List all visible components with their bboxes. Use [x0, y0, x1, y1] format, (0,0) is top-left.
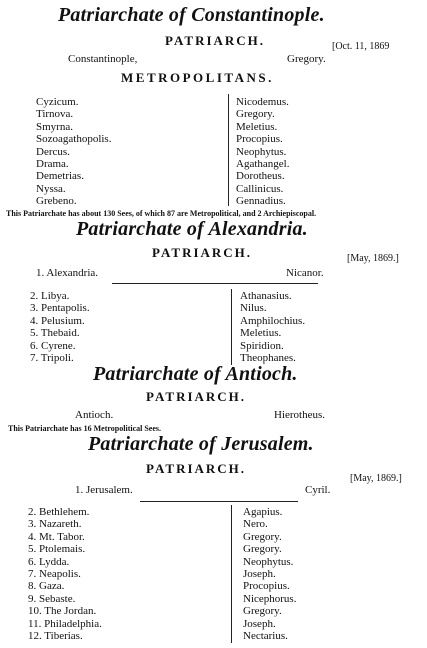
antioch-see: Antioch. — [75, 409, 114, 421]
see-name: 5. Ptolemais. — [28, 543, 86, 556]
column-divider — [231, 289, 232, 365]
metropolitan-name: Nilus. — [240, 302, 267, 315]
alexandria-date: [May, 1869.] — [347, 253, 399, 264]
constantinople-date: [Oct. 11, 1869 — [332, 41, 390, 52]
constantinople-note: This Patriarchate has about 130 Sees, of which 87 are Metropolitical, and 2 Archiepiscopal. — [6, 209, 317, 218]
metropolitan-name: Nero. — [243, 518, 268, 531]
see-name: Demetrias. — [36, 170, 84, 183]
antioch-note: This Patriarchate has 16 Metropolitical Sees. — [8, 424, 162, 433]
metropolitan-name: Meletius. — [240, 327, 282, 340]
see-name: 3. Nazareth. — [28, 518, 82, 531]
metropolitan-name: Gennadius. — [236, 195, 286, 208]
see-name: Nyssa. — [36, 182, 66, 195]
metropolitan-name: Spiridion. — [240, 339, 284, 352]
see-name: 10. The Jordan. — [28, 605, 97, 618]
antioch-patriarch: Hierotheus. — [274, 409, 326, 421]
see-name: 6. Cyrene. — [30, 339, 76, 352]
metropolitan-name: Gregory. — [243, 605, 282, 618]
see-name: 6. Lydda. — [28, 555, 70, 568]
see-name: Sozoagathopolis. — [36, 133, 112, 146]
see-name: 11. Philadelphia. — [28, 617, 102, 630]
see-name: Dercus. — [36, 145, 70, 158]
see-name: 7. Neapolis. — [28, 567, 81, 580]
see-name: 5. Thebaid. — [30, 327, 80, 340]
column-divider — [231, 505, 232, 643]
see-name: Cyzicum. — [36, 96, 79, 108]
see-name: Drama. — [36, 157, 69, 170]
jerusalem-see: 1. Jerusalem. — [75, 484, 133, 496]
alexandria-sees-column — [30, 290, 90, 364]
metropolitan-name: Nicephorus. — [243, 592, 297, 605]
alexandria-names-column — [240, 290, 305, 364]
alexandria-see: 1. Alexandria. — [36, 267, 99, 279]
metropolitan-name: Dorotheus. — [236, 170, 285, 183]
metropolitan-name: Amphilochius. — [240, 314, 306, 327]
see-name: 2. Libya. — [30, 290, 70, 302]
metropolitan-name: Gregory. — [243, 543, 282, 556]
column-divider — [228, 94, 229, 206]
metropolitans-heading: METROPOLITANS. — [121, 70, 274, 85]
metropolitan-name: Procopius. — [236, 133, 283, 146]
see-name: Tirnova. — [36, 108, 74, 121]
metropolitan-name: Theophanes. — [240, 351, 296, 364]
see-name: 12. Tiberias. — [28, 629, 83, 642]
see-name: 2. Bethlehem. — [28, 506, 90, 518]
metropolitan-name: Meletius. — [236, 120, 278, 133]
metropolitan-name: Neophytus. — [243, 555, 294, 568]
antioch-patriarch-heading: PATRIARCH. — [146, 389, 247, 404]
jerusalem-patriarch: Cyril. — [305, 484, 331, 496]
metropolitan-name: Nicodemus. — [236, 96, 289, 108]
alexandria-title: Patriarchate of Alexandria. — [76, 218, 308, 240]
jerusalem-date: [May, 1869.] — [350, 473, 402, 484]
see-name: 8. Gaza. — [28, 580, 65, 593]
alexandria-patriarch-heading: PATRIARCH. — [152, 245, 253, 260]
see-name: 7. Tripoli. — [30, 351, 74, 364]
metropolitan-name: Agathangel. — [236, 157, 290, 170]
see-name: 3. Pentapolis. — [30, 302, 90, 315]
metropolitan-name: Callinicus. — [236, 182, 284, 195]
metropolitan-name: Neophytus. — [236, 145, 287, 158]
metropolitan-name: Agapius. — [243, 506, 283, 518]
metropolitan-name: Gregory. — [236, 108, 275, 121]
jerusalem-title: Patriarchate of Jerusalem. — [88, 433, 314, 455]
constantinople-names-column — [236, 96, 289, 208]
antioch-title: Patriarchate of Antioch. — [93, 363, 298, 385]
metropolitan-name: Joseph. — [243, 567, 276, 580]
constantinople-sees-column — [36, 96, 111, 208]
jerusalem-patriarch-heading: PATRIARCH. — [146, 461, 247, 476]
see-name: Grebeno. — [36, 195, 77, 208]
section-rule — [140, 501, 298, 502]
see-name: 4. Mt. Tabor. — [28, 530, 85, 543]
section-rule — [112, 283, 318, 284]
constantinople-see: Constantinople, — [68, 53, 138, 65]
metropolitan-name: Procopius. — [243, 580, 290, 593]
see-name: Smyrna. — [36, 120, 73, 133]
see-name: 9. Sebaste. — [28, 592, 76, 605]
constantinople-patriarch-heading: PATRIARCH. — [165, 33, 266, 48]
metropolitan-name: Joseph. — [243, 617, 276, 630]
jerusalem-sees-column — [28, 506, 102, 642]
see-name: 4. Pelusium. — [30, 314, 85, 327]
jerusalem-names-column — [243, 506, 296, 642]
metropolitan-name: Athanasius. — [240, 290, 292, 302]
constantinople-title: Patriarchate of Constantinople. — [58, 4, 325, 26]
metropolitan-name: Gregory. — [243, 530, 282, 543]
constantinople-patriarch: Gregory. — [287, 53, 326, 65]
alexandria-patriarch: Nicanor. — [286, 267, 324, 279]
metropolitan-name: Nectarius. — [243, 629, 288, 642]
